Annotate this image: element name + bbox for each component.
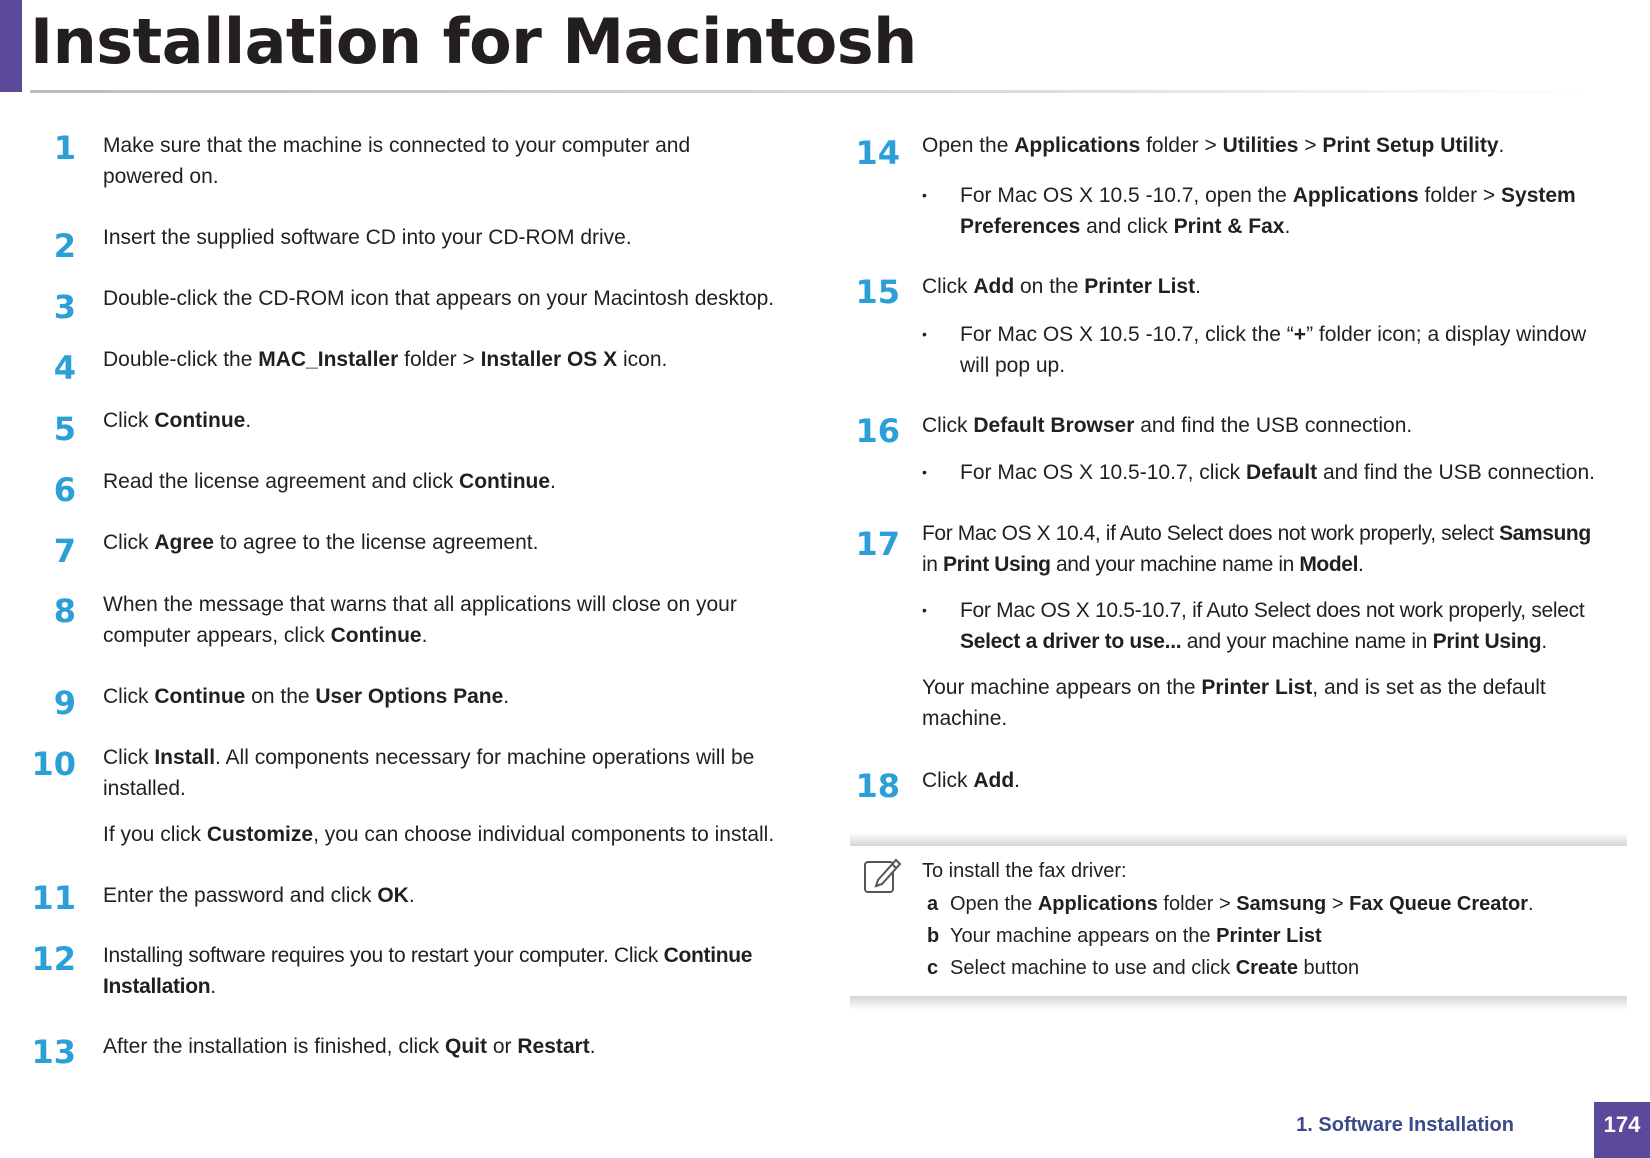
sub-bullet bbox=[922, 595, 1634, 657]
ui-term: Samsung bbox=[1499, 522, 1591, 545]
step-text bbox=[103, 1031, 596, 1062]
ui-term: Select a driver to use... bbox=[960, 630, 1182, 653]
note-item bbox=[950, 953, 1359, 983]
text-run: Click bbox=[103, 685, 155, 708]
ui-term: OK bbox=[377, 884, 409, 907]
step-line: When the message that warns that all applications will close on your bbox=[103, 593, 737, 616]
step-text bbox=[922, 518, 1591, 580]
ui-term: Printer List bbox=[1216, 925, 1322, 947]
step-text bbox=[103, 681, 509, 712]
text-run: For Mac OS X 10.4, if Auto Select does not work properly, select bbox=[922, 522, 1500, 545]
step-number: 5 bbox=[53, 410, 76, 448]
note-pencil-icon bbox=[862, 854, 902, 896]
text-run: Select machine to use and click bbox=[950, 957, 1236, 979]
text-run: computer appears, click bbox=[103, 624, 331, 647]
ui-term: Customize bbox=[206, 823, 314, 846]
ui-term: System bbox=[1501, 184, 1576, 207]
step-text bbox=[103, 589, 737, 651]
step-number: 14 bbox=[855, 134, 900, 172]
ui-term: + bbox=[1293, 323, 1307, 346]
ui-term: Create bbox=[1235, 957, 1298, 979]
text-run: . bbox=[1014, 769, 1021, 792]
note-bottom-border bbox=[850, 996, 1627, 1010]
text-run: machine. bbox=[922, 707, 1008, 730]
ui-term: MAC_Installer bbox=[258, 348, 399, 371]
text-run: . bbox=[210, 975, 216, 998]
text-run: Click bbox=[922, 275, 974, 298]
text-run: folder > bbox=[1418, 184, 1502, 207]
text-run: . bbox=[550, 470, 556, 493]
text-run: Click bbox=[103, 531, 155, 554]
step-number: 16 bbox=[855, 412, 900, 450]
text-run: For Mac OS X 10.5-10.7, if Auto Select does not work properly, select bbox=[960, 599, 1585, 622]
text-run: Click bbox=[103, 409, 155, 432]
step-number: 13 bbox=[31, 1033, 76, 1071]
ui-term: Continue bbox=[330, 624, 422, 647]
text-run: and find the USB connection. bbox=[1134, 414, 1413, 437]
note-intro: To install the fax driver: bbox=[922, 860, 1127, 882]
text-run: on the bbox=[245, 685, 316, 708]
ui-term: Quit bbox=[445, 1035, 487, 1058]
step-text bbox=[103, 940, 752, 1002]
note-item bbox=[950, 921, 1322, 951]
bullet-text bbox=[960, 457, 1595, 488]
text-run: . bbox=[1528, 893, 1534, 915]
step-number: 17 bbox=[855, 525, 900, 563]
text-run: and your machine name in bbox=[1181, 630, 1433, 653]
ui-term: Install bbox=[154, 746, 216, 769]
step-number: 8 bbox=[53, 592, 76, 630]
sub-bullet bbox=[922, 319, 1622, 381]
page-title: Installation for Macintosh bbox=[30, 5, 917, 78]
bullet-icon: • bbox=[922, 187, 927, 203]
bullet-text bbox=[960, 595, 1584, 657]
text-run: icon. bbox=[617, 348, 668, 371]
text-run: Click bbox=[922, 769, 974, 792]
ui-term: Continue bbox=[663, 944, 753, 967]
ui-term: Preferences bbox=[960, 215, 1081, 238]
step-text bbox=[922, 271, 1201, 302]
ui-term: Installation bbox=[103, 975, 211, 998]
ui-term: Printer List bbox=[1084, 275, 1196, 298]
ui-term: User Options Pane bbox=[315, 685, 504, 708]
step-number: 1 bbox=[53, 129, 76, 167]
text-run: Installing software requires you to restart your computer. Click bbox=[103, 944, 664, 967]
ui-term: Installer OS X bbox=[480, 348, 618, 371]
bullet-icon: • bbox=[922, 464, 927, 480]
ui-term: Continue bbox=[154, 685, 246, 708]
step-text: Double-click the CD-ROM icon that appears on your Macintosh desktop. bbox=[103, 287, 775, 310]
step-line: Make sure that the machine is connected to your computer and bbox=[103, 134, 691, 157]
text-run: folder > bbox=[1157, 893, 1237, 915]
text-run: or bbox=[487, 1035, 518, 1058]
step-text bbox=[922, 765, 1020, 796]
step-note bbox=[103, 819, 774, 850]
step-text bbox=[103, 130, 690, 192]
step-number: 4 bbox=[53, 349, 76, 387]
text-run: If you click bbox=[103, 823, 207, 846]
ui-term: Add bbox=[973, 275, 1015, 298]
text-run: Enter the password and click bbox=[103, 884, 378, 907]
text-run: . bbox=[1498, 134, 1505, 157]
step-line: powered on. bbox=[103, 165, 219, 188]
ui-term: Samsung bbox=[1236, 893, 1327, 915]
page-number-badge: 174 bbox=[1594, 1102, 1650, 1158]
step-text bbox=[922, 130, 1504, 161]
text-run: to agree to the license agreement. bbox=[213, 531, 539, 554]
text-run: ” folder icon; a display window bbox=[1306, 323, 1587, 346]
text-run: After the installation is finished, click bbox=[103, 1035, 445, 1058]
note-top-border bbox=[850, 832, 1627, 846]
bullet-icon: • bbox=[922, 602, 927, 618]
text-run: folder > bbox=[398, 348, 481, 371]
ui-term: Print Using bbox=[942, 553, 1051, 576]
text-run: , you can choose individual components to install. bbox=[313, 823, 775, 846]
text-run: Click bbox=[922, 414, 974, 437]
text-run: . bbox=[1358, 553, 1364, 576]
text-run: For Mac OS X 10.5 -10.7, click the “ bbox=[960, 323, 1294, 346]
text-run: . bbox=[421, 624, 428, 647]
bullet-text bbox=[960, 180, 1576, 242]
step-number: 10 bbox=[31, 745, 76, 783]
ui-term: Continue bbox=[154, 409, 246, 432]
ui-term: Printer List bbox=[1201, 676, 1313, 699]
step-note bbox=[922, 672, 1546, 734]
text-run: . bbox=[245, 409, 252, 432]
text-run: on the bbox=[1014, 275, 1085, 298]
sub-bullet bbox=[922, 457, 1622, 488]
note-item-letter: a bbox=[927, 893, 939, 915]
step-number: 12 bbox=[31, 940, 76, 978]
step-text bbox=[103, 880, 415, 911]
text-run: For Mac OS X 10.5-10.7, click bbox=[960, 461, 1246, 484]
step-text bbox=[103, 527, 538, 558]
footer-section-label: 1. Software Installation bbox=[1296, 1114, 1514, 1136]
text-run: and click bbox=[1080, 215, 1174, 238]
step-text: Insert the supplied software CD into your CD-ROM drive. bbox=[103, 226, 632, 249]
text-run: Open the bbox=[922, 134, 1015, 157]
step-text bbox=[103, 466, 556, 497]
ui-term: Utilities bbox=[1222, 134, 1299, 157]
text-run: . bbox=[589, 1035, 596, 1058]
ui-term: Model bbox=[1299, 553, 1359, 576]
text-run: > bbox=[1326, 893, 1350, 915]
bullet-text bbox=[960, 319, 1586, 381]
ui-term: Applications bbox=[1014, 134, 1141, 157]
ui-term: Continue bbox=[459, 470, 551, 493]
text-run: For Mac OS X 10.5 -10.7, open the bbox=[960, 184, 1293, 207]
text-run: in bbox=[922, 553, 943, 576]
step-text bbox=[103, 405, 251, 436]
sub-bullet bbox=[922, 180, 1622, 242]
ui-term: Print Using bbox=[1432, 630, 1542, 653]
text-run: . bbox=[1284, 215, 1291, 238]
ui-term: Fax Queue Creator bbox=[1349, 893, 1529, 915]
title-divider bbox=[30, 90, 1590, 93]
step-text bbox=[103, 344, 667, 375]
text-run: and find the USB connection. bbox=[1317, 461, 1595, 484]
note-box bbox=[850, 832, 1627, 1010]
ui-term: Print Setup Utility bbox=[1322, 134, 1499, 157]
ui-term: Applications bbox=[1292, 184, 1419, 207]
ui-term: Default Browser bbox=[973, 414, 1135, 437]
ui-term: Add bbox=[973, 769, 1015, 792]
step-number: 15 bbox=[855, 273, 900, 311]
step-number: 6 bbox=[53, 471, 76, 509]
note-item-letter: c bbox=[927, 957, 939, 979]
text-run: will pop up. bbox=[960, 354, 1066, 377]
ui-term: Restart bbox=[517, 1035, 590, 1058]
text-run: . bbox=[1541, 630, 1547, 653]
text-run: , and is set as the default bbox=[1312, 676, 1546, 699]
ui-term: Agree bbox=[154, 531, 214, 554]
text-run: . bbox=[1195, 275, 1201, 298]
text-run: Open the bbox=[950, 893, 1038, 915]
note-item-letter: b bbox=[927, 925, 940, 947]
ui-term: Applications bbox=[1037, 893, 1158, 915]
ui-term: Print & Fax bbox=[1173, 215, 1285, 238]
step-line: installed. bbox=[103, 777, 186, 800]
text-run: . All components necessary for machine operations will be bbox=[215, 746, 755, 769]
text-run: button bbox=[1297, 957, 1360, 979]
bullet-icon: • bbox=[922, 326, 927, 342]
text-run: Double-click the bbox=[103, 348, 259, 371]
text-run: folder > bbox=[1140, 134, 1223, 157]
step-number: 18 bbox=[855, 767, 900, 805]
text-run: Your machine appears on the bbox=[922, 676, 1202, 699]
text-run: . bbox=[408, 884, 415, 907]
text-run: > bbox=[1298, 134, 1323, 157]
text-run: and your machine name in bbox=[1050, 553, 1300, 576]
header-accent-bar bbox=[0, 0, 22, 92]
step-text bbox=[103, 742, 754, 804]
step-text bbox=[922, 410, 1412, 441]
text-run: Read the license agreement and click bbox=[103, 470, 460, 493]
ui-term: Default bbox=[1245, 461, 1318, 484]
text-run: . bbox=[503, 685, 510, 708]
note-item bbox=[950, 889, 1534, 919]
step-number: 2 bbox=[53, 227, 76, 265]
text-run: Your machine appears on the bbox=[950, 925, 1217, 947]
text-run: Click bbox=[103, 746, 155, 769]
step-number: 9 bbox=[53, 684, 76, 722]
step-number: 7 bbox=[53, 532, 76, 570]
step-number: 3 bbox=[53, 288, 76, 326]
step-number: 11 bbox=[31, 879, 76, 917]
